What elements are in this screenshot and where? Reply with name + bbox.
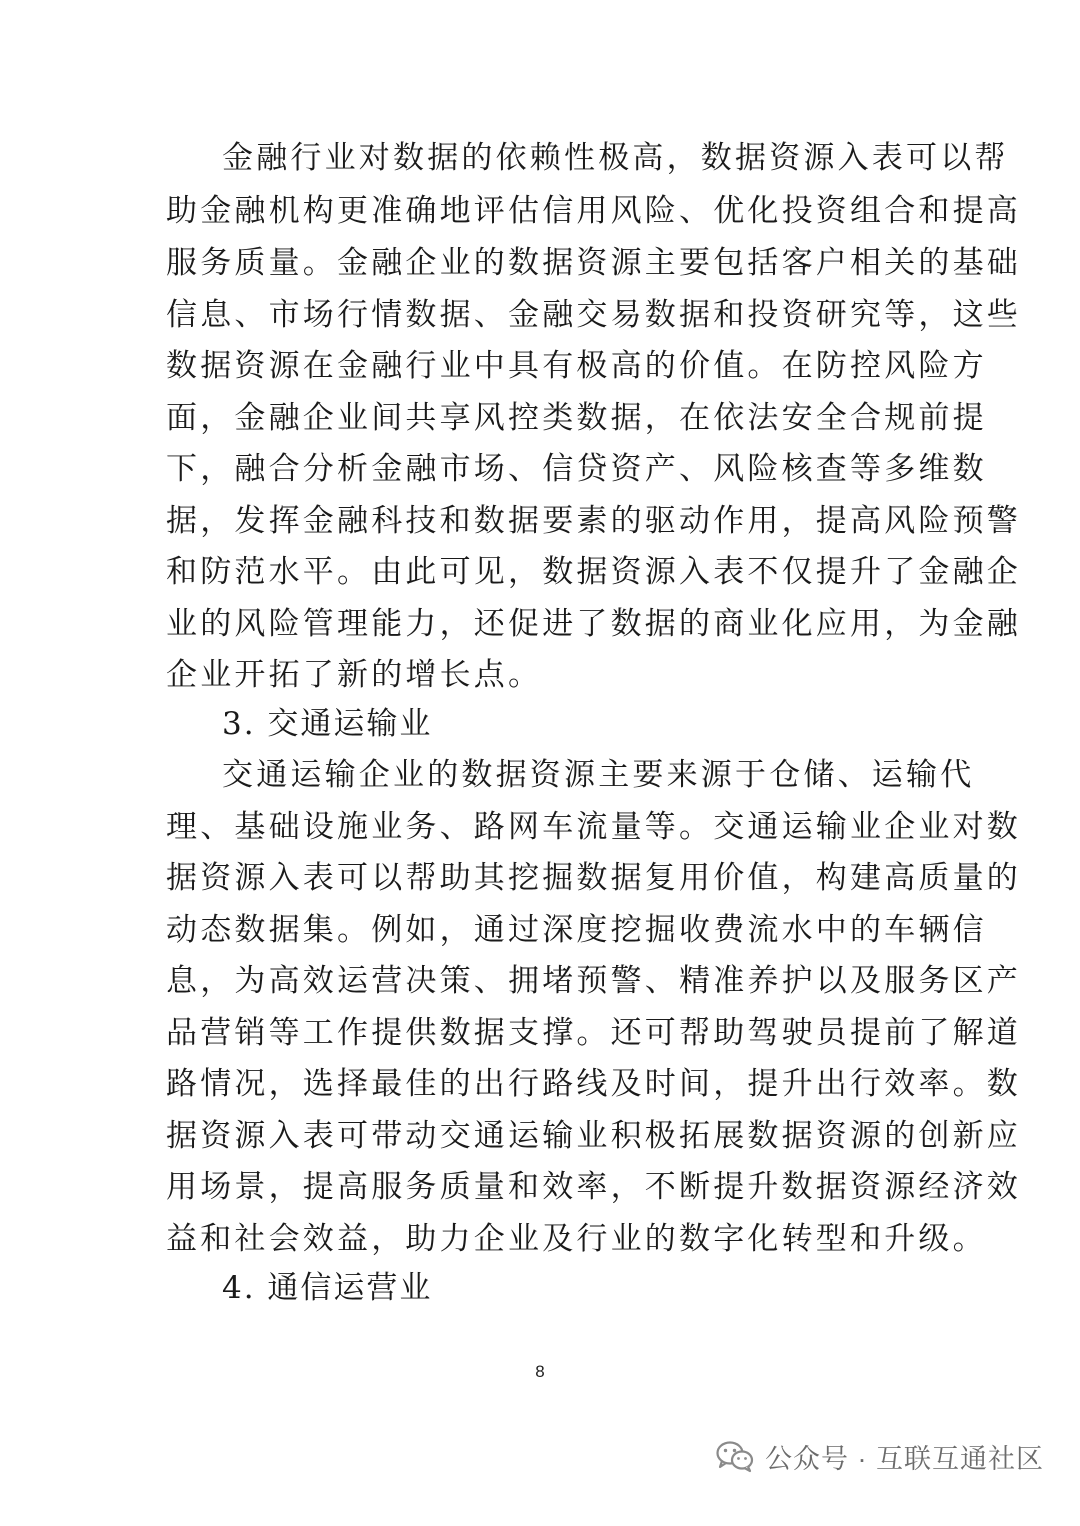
watermark (715, 1436, 1044, 1476)
paragraph-1-line-11: 企业开拓了新的增长点。 (166, 657, 543, 693)
paragraph-2-line-10: 益和社会效益，助力企业及行业的数字化转型和升级。 (166, 1221, 987, 1257)
section-heading-3: 3. 交通运输业 (222, 706, 433, 742)
page-number: 8 (535, 1362, 545, 1381)
paragraph-2-line-4: 动态数据集。例如，通过深度挖掘收费流水中的车辆信 (166, 912, 987, 948)
wechat-icon (715, 1439, 755, 1473)
paragraph-2-line-9: 用场景，提高服务质量和效率，不断提升数据资源经济效 (166, 1169, 1021, 1205)
paragraph-2-line-6: 品营销等工作提供数据支撑。还可帮助驾驶员提前了解道 (166, 1015, 1021, 1051)
paragraph-2-line-3: 据资源入表可以帮助其挖掘数据复用价值，构建高质量的 (166, 860, 1021, 896)
paragraph-1-line-1: 金融行业对数据的依赖性极高，数据资源入表可以帮 (222, 140, 1009, 176)
paragraph-2-line-2: 理、基础设施业务、路网车流量等。交通运输业企业对数 (166, 809, 1021, 845)
paragraph-1-line-4: 信息、市场行情数据、金融交易数据和投资研究等，这些 (166, 297, 1021, 333)
paragraph-1-line-10: 业的风险管理能力，还促进了数据的商业化应用，为金融 (166, 606, 1021, 642)
paragraph-2-line-7: 路情况，选择最佳的出行路线及时间，提升出行效率。数 (166, 1066, 1021, 1102)
paragraph-1-line-7: 下，融合分析金融市场、信贷资产、风险核查等多维数 (166, 451, 987, 487)
paragraph-2-line-1: 交通运输企业的数据资源主要来源于仓储、运输代 (222, 757, 975, 793)
watermark-text: 公众号 · 互联互通社区 (765, 1443, 1044, 1474)
paragraph-2-line-5: 息，为高效运营决策、拥堵预警、精准养护以及服务区产 (166, 963, 1021, 999)
paragraph-1-line-6: 面，金融企业间共享风控类数据，在依法安全合规前提 (166, 400, 987, 436)
paragraph-1-line-5: 数据资源在金融行业中具有极高的价值。在防控风险方 (166, 348, 987, 384)
paragraph-1-line-3: 服务质量。金融企业的数据资源主要包括客户相关的基础 (166, 245, 1021, 281)
section-heading-4: 4. 通信运营业 (222, 1270, 433, 1306)
paragraph-1-line-9: 和防范水平。由此可见，数据资源入表不仅提升了金融企 (166, 554, 1021, 590)
paragraph-1-line-8: 据，发挥金融科技和数据要素的驱动作用，提高风险预警 (166, 503, 1021, 539)
paragraph-1-line-2: 助金融机构更准确地评估信用风险、优化投资组合和提高 (166, 193, 1021, 229)
paragraph-2-line-8: 据资源入表可带动交通运输业积极拓展数据资源的创新应 (166, 1118, 1021, 1154)
